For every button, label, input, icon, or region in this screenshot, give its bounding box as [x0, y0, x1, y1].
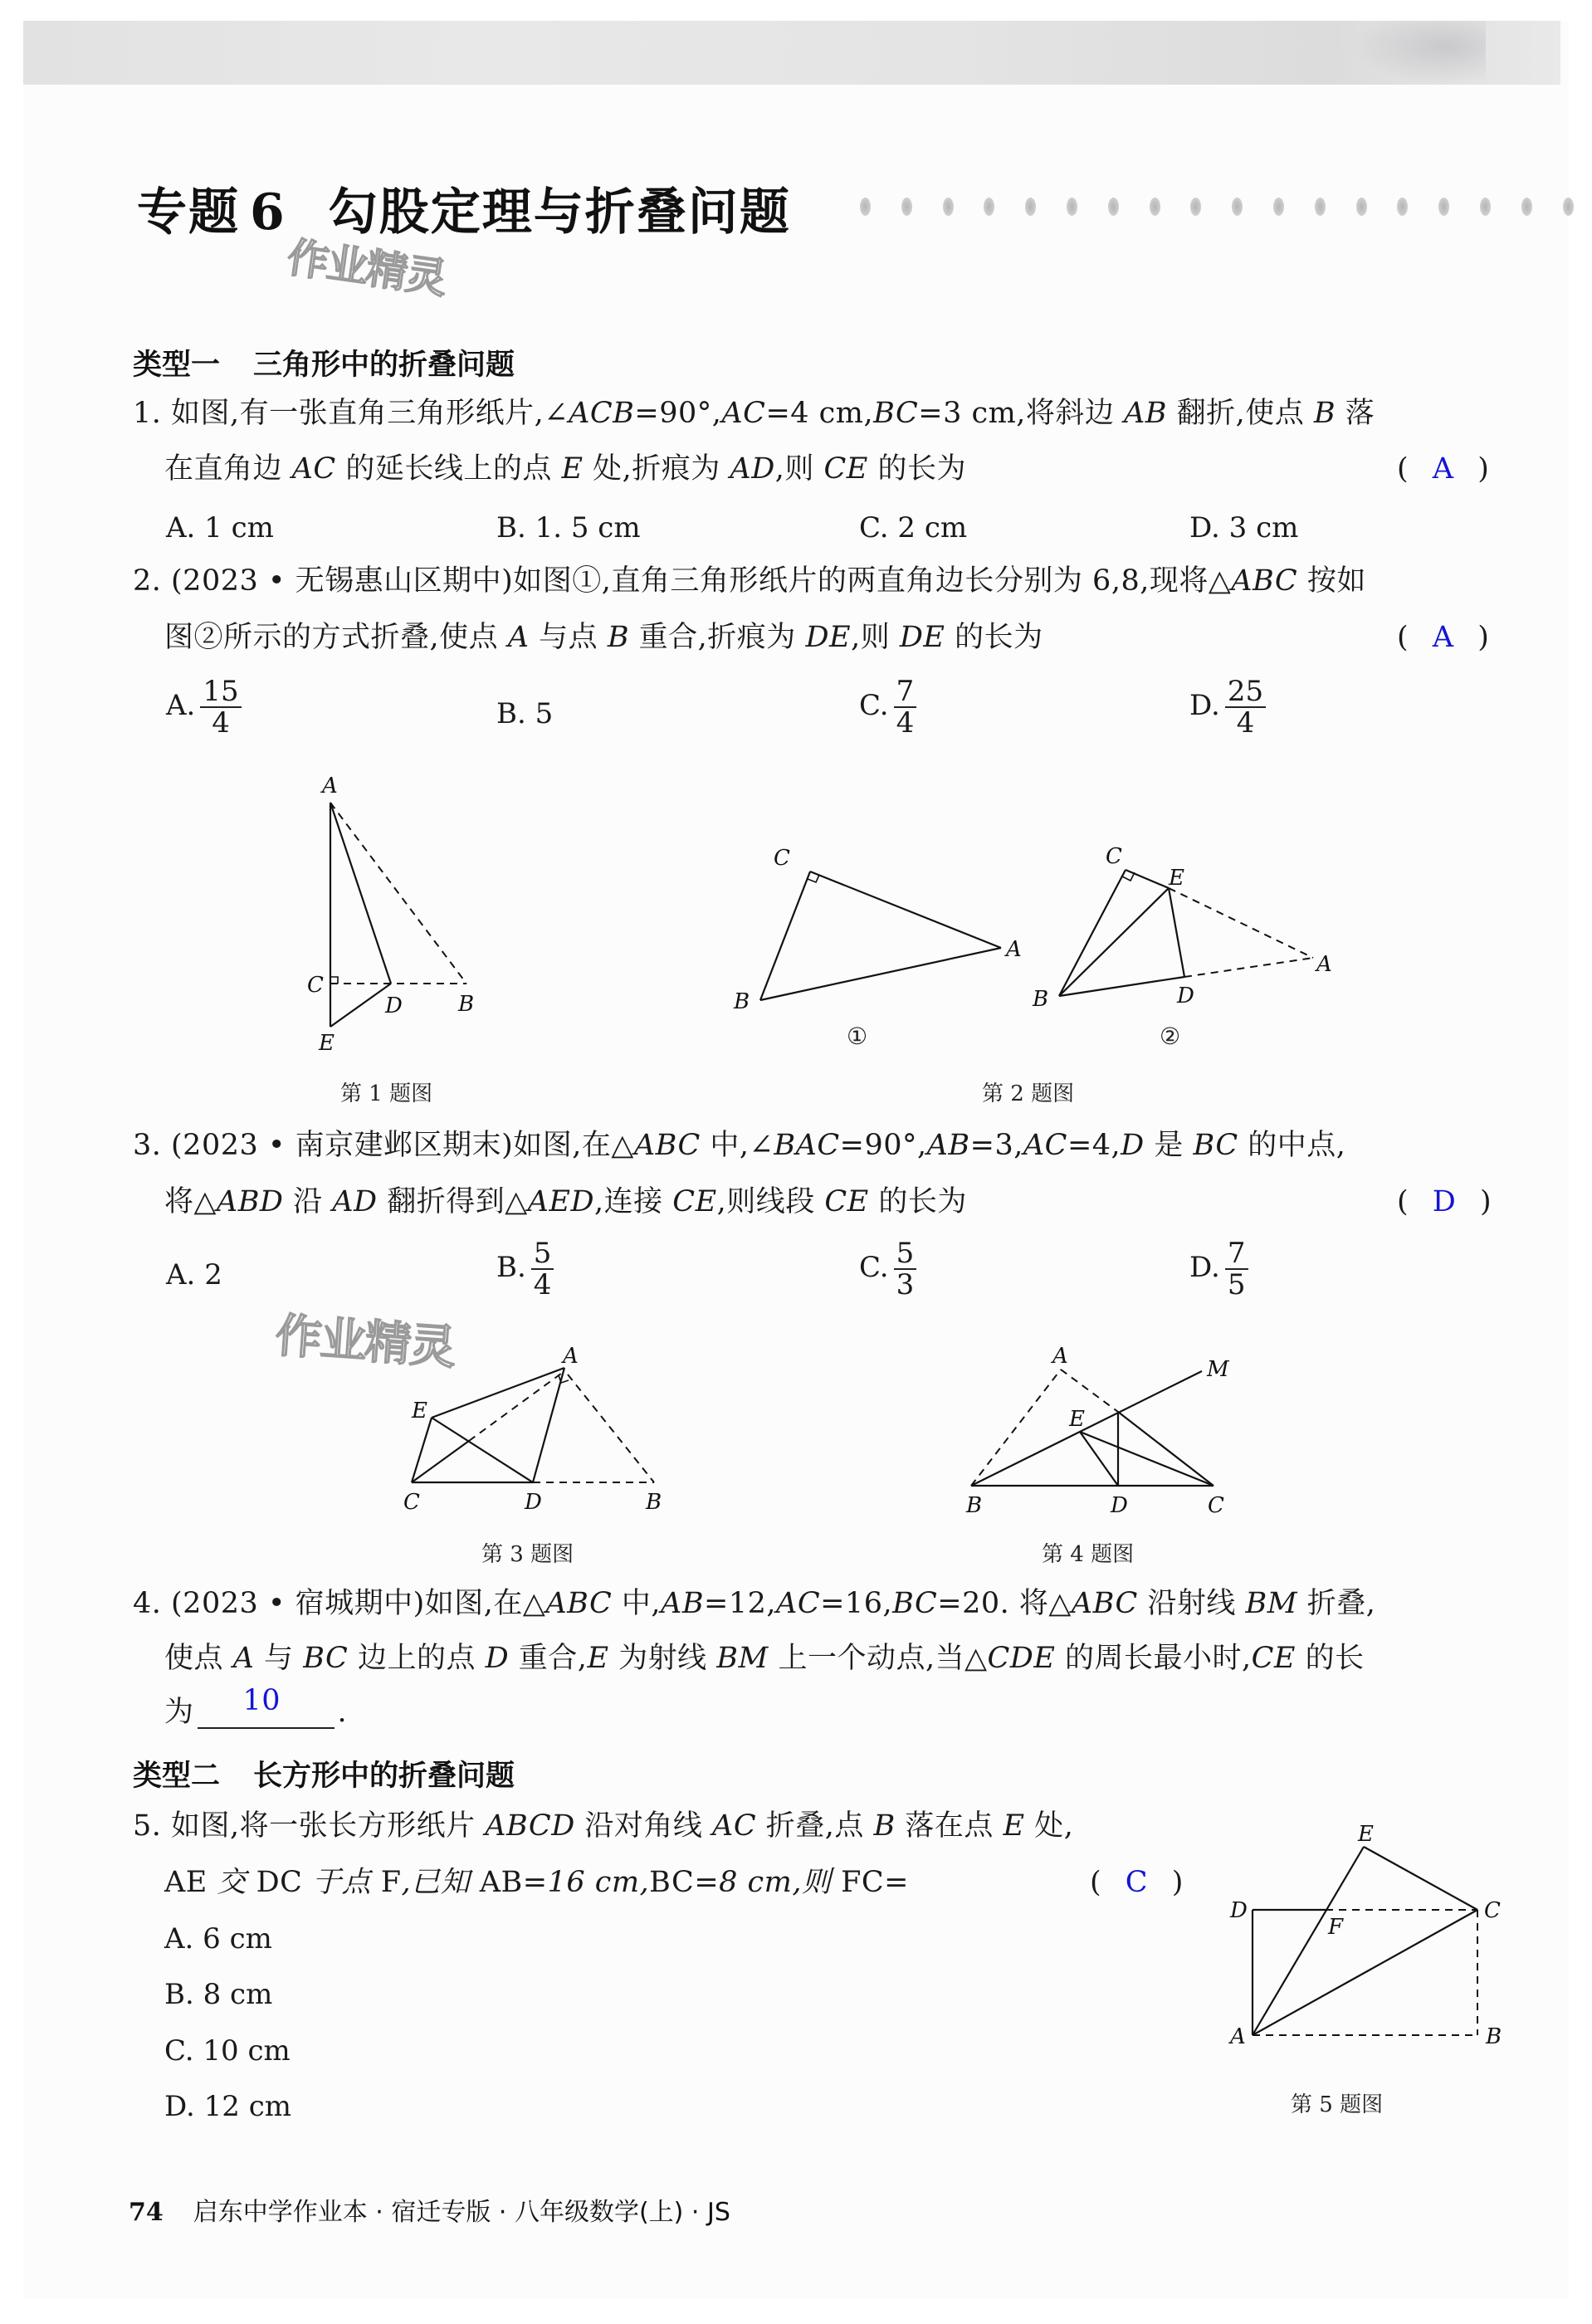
text-segment: 折叠,点	[756, 1809, 874, 1843]
fraction	[1225, 1238, 1248, 1300]
page-number: 74	[129, 2198, 164, 2227]
title-dot	[1563, 198, 1574, 216]
section-heading-1	[133, 342, 515, 383]
q2-option-a[interactable]	[166, 676, 242, 738]
text-segment: 落	[1336, 397, 1375, 430]
math-variable: BC	[1193, 1129, 1238, 1162]
math-variable: CE	[824, 1185, 869, 1218]
title-dot	[1397, 198, 1408, 216]
q2-answer: A	[1432, 621, 1454, 654]
fig1-caption: 第 1 题图	[340, 1081, 433, 1106]
fig5-line-AE	[1253, 1847, 1364, 2035]
q3-line1	[133, 1129, 1345, 1162]
text-segment: ,则	[851, 621, 900, 654]
fig2b-label-C: C	[1106, 844, 1122, 869]
q5-answer: C	[1125, 1866, 1148, 1899]
q3-option-b[interactable]	[496, 1238, 554, 1300]
figure-5	[1212, 1809, 1511, 2075]
fig2b-line-EA	[1169, 888, 1313, 958]
fig4-line-PC	[1118, 1412, 1214, 1486]
option-letter: C.	[859, 1251, 889, 1284]
math-variable: E	[1003, 1809, 1025, 1843]
q4-answer: 10	[242, 1684, 281, 1717]
text-segment: 图②所示的方式折叠,使点	[164, 621, 508, 654]
fig5-label-B: B	[1486, 2024, 1502, 2049]
q1-option-d[interactable]: D. 3 cm	[1189, 511, 1299, 544]
text-segment: =90°,	[634, 397, 722, 430]
paren-close: )	[1171, 1866, 1184, 1899]
text-segment: ,则	[774, 452, 824, 486]
fig2a-label-B: B	[734, 989, 750, 1014]
option-letter: A.	[166, 689, 196, 722]
text-segment: 的长为	[868, 1185, 967, 1218]
section-heading-2	[133, 1753, 515, 1794]
title-dot	[1067, 198, 1077, 216]
math-variable: CE	[823, 452, 868, 486]
text-segment: 3. (2023 • 南京建邺区期末)如图,在△	[133, 1129, 634, 1162]
fraction	[1225, 676, 1266, 738]
fig1-label-C: C	[307, 973, 324, 998]
text-segment: =12,	[704, 1587, 777, 1620]
q2-line2	[164, 621, 1043, 654]
q1-option-c[interactable]: C. 2 cm	[859, 511, 968, 544]
title-text: 勾股定理与折叠问题	[327, 183, 791, 242]
fig5-line-EC	[1364, 1847, 1477, 1910]
text-segment: 边上的点	[348, 1642, 486, 1675]
fig3-caption: 第 3 题图	[481, 1542, 574, 1567]
paren-open: (	[1397, 452, 1409, 486]
text-segment: =4,	[1067, 1129, 1121, 1162]
option-value: 2	[204, 1258, 222, 1291]
fig5-caption: 第 5 题图	[1291, 2092, 1384, 2117]
text-segment: 使点	[164, 1642, 233, 1675]
math-variable: BM	[1245, 1587, 1298, 1620]
fig5-label-E: E	[1358, 1822, 1374, 1847]
q4-line3-prefix: 为	[164, 1696, 194, 1729]
fig4-label-B: B	[966, 1493, 983, 1518]
text-segment: 沿对角线	[574, 1809, 713, 1843]
fig2b-line-CB	[1059, 870, 1126, 996]
text-segment: =20. 将△	[937, 1587, 1072, 1620]
math-variable: ABD	[216, 1185, 284, 1218]
q5-line2	[164, 1866, 909, 1899]
text-segment: 的中点,	[1238, 1129, 1346, 1162]
fig4-caption: 第 4 题图	[1042, 1542, 1135, 1567]
math-variable: BC	[303, 1642, 349, 1675]
math-variable: =8 cm,则	[694, 1866, 842, 1899]
fig3-line-CE-solid	[412, 1441, 469, 1482]
fig3-line-ED	[432, 1418, 533, 1482]
footer-text: 启东中学作业本 · 宿迁专版 · 八年级数学(上) · JS	[193, 2198, 730, 2227]
q2-option-c[interactable]	[859, 676, 916, 738]
q2-option-d[interactable]	[1189, 676, 1266, 738]
q1-line2	[164, 452, 966, 486]
title-dot	[1273, 198, 1284, 216]
fig3-right-angle	[559, 1375, 569, 1383]
fig3-label-C: C	[403, 1490, 420, 1515]
math-variable: AB	[661, 1587, 705, 1620]
text-segment: 重合,	[509, 1642, 588, 1675]
paren-open: (	[1090, 1866, 1101, 1899]
fig3-label-D: D	[525, 1490, 542, 1515]
fig1-line-AD	[330, 803, 391, 984]
title-dot	[1025, 198, 1036, 216]
fig2b-label-A: A	[1316, 952, 1332, 977]
math-variable: AB	[1124, 397, 1168, 430]
math-variable: AC	[712, 1809, 757, 1843]
fig3-line-AE	[432, 1368, 564, 1418]
q5-option-b[interactable]: B. 8 cm	[164, 1978, 273, 2011]
fig4-label-C: C	[1208, 1493, 1224, 1518]
fig1-line-AB	[330, 803, 466, 984]
math-variable: AD	[730, 452, 775, 486]
title-dot	[1315, 198, 1326, 216]
fig2b-label-E: E	[1169, 866, 1184, 891]
text-segment: 4. (2023 • 宿城期中)如图,在△	[133, 1587, 546, 1620]
q4-line3	[164, 1684, 348, 1729]
option-letter: B.	[496, 697, 526, 730]
text-segment: =90°,	[839, 1129, 927, 1162]
text-segment: 重合,折痕为	[629, 621, 806, 654]
math-variable: AC	[776, 1587, 821, 1620]
math-variable: E	[561, 452, 584, 486]
fig2b-line-BD	[1059, 977, 1184, 996]
q3-option-c[interactable]	[859, 1238, 916, 1300]
fig4-label-D: D	[1111, 1493, 1128, 1518]
fig5-label-A: A	[1230, 2024, 1246, 2049]
fig5-line-AC	[1253, 1910, 1477, 2035]
fig3-line-AD	[533, 1368, 564, 1482]
denominator: 4	[1236, 706, 1255, 740]
denominator: 4	[212, 706, 230, 740]
text-segment: DC	[256, 1866, 303, 1899]
section-title: 三角形中的折叠问题	[253, 349, 515, 382]
q3-option-d[interactable]	[1189, 1238, 1248, 1300]
math-variable: B	[873, 1809, 896, 1843]
denominator: 4	[896, 706, 915, 740]
q4-line2	[164, 1642, 1365, 1675]
figure-4	[938, 1328, 1229, 1519]
q3-option-a[interactable]	[166, 1258, 222, 1291]
math-variable: ABC	[1071, 1587, 1138, 1620]
title-dot	[1356, 198, 1367, 216]
title-dot	[1232, 198, 1243, 216]
text-segment: 的长为	[945, 621, 1043, 654]
text-segment: 落在点	[895, 1809, 1004, 1843]
math-variable: A	[507, 621, 530, 654]
math-variable: CDE	[987, 1642, 1056, 1675]
option-letter: D.	[1189, 689, 1220, 722]
q5-option-a[interactable]: A. 6 cm	[164, 1922, 272, 1955]
fig4-label-E: E	[1069, 1407, 1085, 1432]
q4-line3-suffix: .	[337, 1696, 348, 1729]
text-segment: 沿射线	[1137, 1587, 1246, 1620]
text-segment: =16,	[820, 1587, 893, 1620]
fig2b-label-B: B	[1033, 987, 1049, 1012]
title-dot	[1480, 198, 1491, 216]
fig1-label-B: B	[458, 992, 475, 1017]
fraction	[894, 1238, 917, 1300]
text-segment: 5. 如图,将一张长方形纸片	[133, 1809, 486, 1843]
math-variable: CE	[672, 1185, 717, 1218]
math-variable: =16 cm,	[522, 1866, 650, 1899]
numerator: 5	[531, 1238, 554, 1270]
text-segment: 1. 如图,有一张直角三角形纸片,∠	[133, 397, 569, 430]
paren-close: )	[1477, 621, 1489, 654]
fig2b-line-DA	[1184, 958, 1313, 977]
numerator: 7	[1225, 1238, 1248, 1270]
option-letter: C.	[859, 689, 889, 722]
q1-line1	[133, 397, 1375, 430]
fig3-line-EC	[412, 1418, 432, 1482]
title-dot	[1438, 198, 1449, 216]
text-segment: 折叠,	[1297, 1587, 1376, 1620]
paren-close: )	[1480, 1185, 1492, 1218]
math-variable: B	[607, 621, 630, 654]
fig4-label-M: M	[1207, 1357, 1229, 1382]
fig3-label-E: E	[412, 1399, 427, 1423]
fig2b-line-BE	[1059, 888, 1169, 996]
math-variable: =	[884, 1866, 909, 1899]
fig5-label-F: F	[1328, 1915, 1344, 1940]
numerator: 25	[1225, 676, 1266, 708]
text-segment: 上一个动点,当△	[768, 1642, 988, 1675]
title-dot	[1150, 198, 1160, 216]
math-variable: B	[1313, 397, 1336, 430]
math-variable: AED	[527, 1185, 595, 1218]
q1-answer-bracket	[1397, 452, 1489, 486]
math-variable: ,已知	[401, 1866, 480, 1899]
watermark-top: 作业精灵	[284, 232, 449, 304]
title-dot	[860, 198, 871, 216]
text-segment: 中,	[612, 1587, 662, 1620]
option-value: 5	[535, 697, 554, 730]
text-segment: 是	[1144, 1129, 1194, 1162]
numerator: 15	[200, 676, 241, 708]
math-variable: AC	[291, 452, 336, 486]
section-label: 类型一	[133, 349, 221, 382]
math-variable: DE	[899, 621, 945, 654]
fig2b-line-ED	[1169, 888, 1184, 977]
text-segment: 与点	[529, 621, 608, 654]
text-segment: 翻折,使点	[1167, 397, 1314, 430]
q2-answer-bracket	[1397, 621, 1489, 654]
text-segment: ,连接	[594, 1185, 673, 1218]
math-variable: BC	[892, 1587, 938, 1620]
text-segment: 按如	[1297, 564, 1366, 598]
denominator: 5	[1227, 1268, 1246, 1301]
text-segment: 在直角边	[164, 452, 292, 486]
title-dot	[901, 198, 912, 216]
q5-line1	[133, 1809, 1073, 1843]
text-segment: 与	[254, 1642, 304, 1675]
fig1-line-DE	[330, 984, 391, 1027]
fraction	[200, 676, 241, 738]
watermark-middle: 作业精灵	[273, 1308, 457, 1375]
math-variable: BM	[716, 1642, 769, 1675]
q3-line2	[164, 1185, 967, 1218]
figure-3	[382, 1328, 681, 1519]
figure-2	[714, 822, 1345, 1062]
title-dot	[943, 198, 954, 216]
fig4-line-BA	[971, 1370, 1061, 1486]
math-variable: ABC	[633, 1129, 701, 1162]
paren-open: (	[1397, 1185, 1409, 1218]
fig2-caption: 第 2 题图	[982, 1081, 1075, 1106]
text-segment: 为射线	[608, 1642, 717, 1675]
q1-option-a[interactable]: A. 1 cm	[166, 511, 274, 544]
header-decoration	[1353, 21, 1486, 85]
denominator: 3	[896, 1268, 915, 1301]
math-variable: E	[587, 1642, 609, 1675]
q5-answer-bracket	[1090, 1866, 1183, 1899]
q2-option-b[interactable]	[496, 697, 553, 730]
math-variable: ABC	[545, 1587, 613, 1620]
math-variable: AC	[1023, 1129, 1067, 1162]
fig2b-label-D: D	[1177, 984, 1194, 1008]
math-variable: ABC	[1231, 564, 1298, 598]
text-segment: ,则线段	[716, 1185, 825, 1218]
q4-line1	[133, 1587, 1375, 1620]
q1-option-b[interactable]: B. 1. 5 cm	[496, 511, 641, 544]
math-variable: 于点	[302, 1866, 381, 1899]
text-segment: 处,折痕为	[583, 452, 730, 486]
fig2a-label-A: A	[1006, 937, 1022, 962]
fig1-label-E: E	[319, 1031, 335, 1056]
math-variable: AC	[721, 397, 766, 430]
option-letter: D.	[1189, 1251, 1220, 1284]
fig3-line-CA	[469, 1371, 564, 1441]
text-segment: =3 cm,将斜边	[918, 397, 1125, 430]
title-dot	[1190, 198, 1201, 216]
fraction	[531, 1238, 554, 1300]
paren-open: (	[1397, 621, 1409, 654]
text-segment: 的周长最小时,	[1055, 1642, 1252, 1675]
text-segment: F	[380, 1866, 402, 1899]
math-variable: 交	[207, 1866, 256, 1899]
text-segment: 处,	[1024, 1809, 1074, 1843]
fig4-line-AP	[1061, 1370, 1118, 1412]
fig3-label-A: A	[563, 1344, 579, 1369]
text-segment: BC	[649, 1866, 695, 1899]
q3-answer: D	[1432, 1185, 1456, 1218]
option-letter: B.	[496, 1251, 526, 1284]
numerator: 5	[894, 1238, 917, 1270]
fig2a-line-CA	[810, 872, 1001, 948]
q5-option-c[interactable]: C. 10 cm	[164, 2034, 291, 2068]
math-variable: ABCD	[485, 1809, 575, 1843]
section-title: 长方形中的折叠问题	[253, 1760, 515, 1793]
numerator: 7	[894, 676, 917, 708]
q1-answer: A	[1432, 452, 1454, 486]
text-segment: 2. (2023 • 无锡惠山区期中)如图①,直角三角形纸片的两直角边长分别为 6,8,现将△	[133, 564, 1232, 598]
text-segment: 的延长线上的点	[335, 452, 562, 486]
text-segment: 中,∠	[700, 1129, 774, 1162]
figure-1	[249, 764, 515, 1112]
page-title	[137, 173, 791, 244]
text-segment: 将△	[164, 1185, 217, 1218]
math-variable: BAC	[774, 1129, 840, 1162]
fig2a-label-C: C	[774, 846, 790, 871]
math-variable: D	[485, 1642, 510, 1675]
title-dot	[984, 198, 994, 216]
title-dot-row	[860, 198, 1574, 219]
q4-answer-blank[interactable]	[198, 1684, 335, 1729]
math-variable: A	[232, 1642, 255, 1675]
title-dot	[1108, 198, 1119, 216]
fig2-sub-1: ①	[847, 1023, 868, 1050]
page-footer	[129, 2191, 730, 2228]
fig1-right-angle	[330, 977, 338, 984]
fig2a-line-BA	[760, 948, 1001, 1000]
section-label: 类型二	[133, 1760, 221, 1793]
fig1-label-D: D	[385, 994, 403, 1018]
option-letter: A.	[166, 1258, 196, 1291]
fig2-sub-2: ②	[1160, 1023, 1181, 1050]
math-variable: BC	[873, 397, 919, 430]
text-segment: FC	[841, 1866, 885, 1899]
text-segment: =4 cm,	[765, 397, 874, 430]
math-variable: ACB	[569, 397, 635, 430]
math-variable: D	[1121, 1129, 1145, 1162]
text-segment: 沿	[283, 1185, 333, 1218]
fig3-line-AB	[568, 1374, 654, 1482]
fig3-label-B: B	[646, 1490, 662, 1515]
text-segment: 的长	[1296, 1642, 1365, 1675]
header-band	[23, 21, 1560, 85]
text-segment: AE	[164, 1866, 208, 1899]
fraction	[894, 676, 917, 738]
fig4-label-A: A	[1052, 1344, 1068, 1369]
title-number: 6	[250, 183, 286, 242]
denominator: 4	[533, 1268, 552, 1301]
math-variable: AB	[926, 1129, 970, 1162]
text-segment: AB	[479, 1866, 523, 1899]
text-segment: 的长为	[867, 452, 967, 486]
text-segment: 翻折得到△	[377, 1185, 528, 1218]
paren-close: )	[1477, 452, 1489, 486]
fig5-label-D: D	[1230, 1898, 1248, 1923]
fig5-label-C: C	[1484, 1898, 1501, 1923]
fig1-label-A: A	[322, 774, 338, 798]
title-prefix: 专题	[137, 183, 240, 242]
q2-line1	[133, 564, 1366, 598]
math-variable: CE	[1251, 1642, 1296, 1675]
text-segment: =3,	[969, 1129, 1023, 1162]
math-variable: AD	[332, 1185, 378, 1218]
fig2a-line-CB	[760, 872, 810, 1000]
q3-answer-bracket	[1397, 1185, 1492, 1218]
title-dot	[1521, 198, 1532, 216]
q5-option-d[interactable]: D. 12 cm	[164, 2090, 292, 2123]
math-variable: DE	[805, 621, 852, 654]
